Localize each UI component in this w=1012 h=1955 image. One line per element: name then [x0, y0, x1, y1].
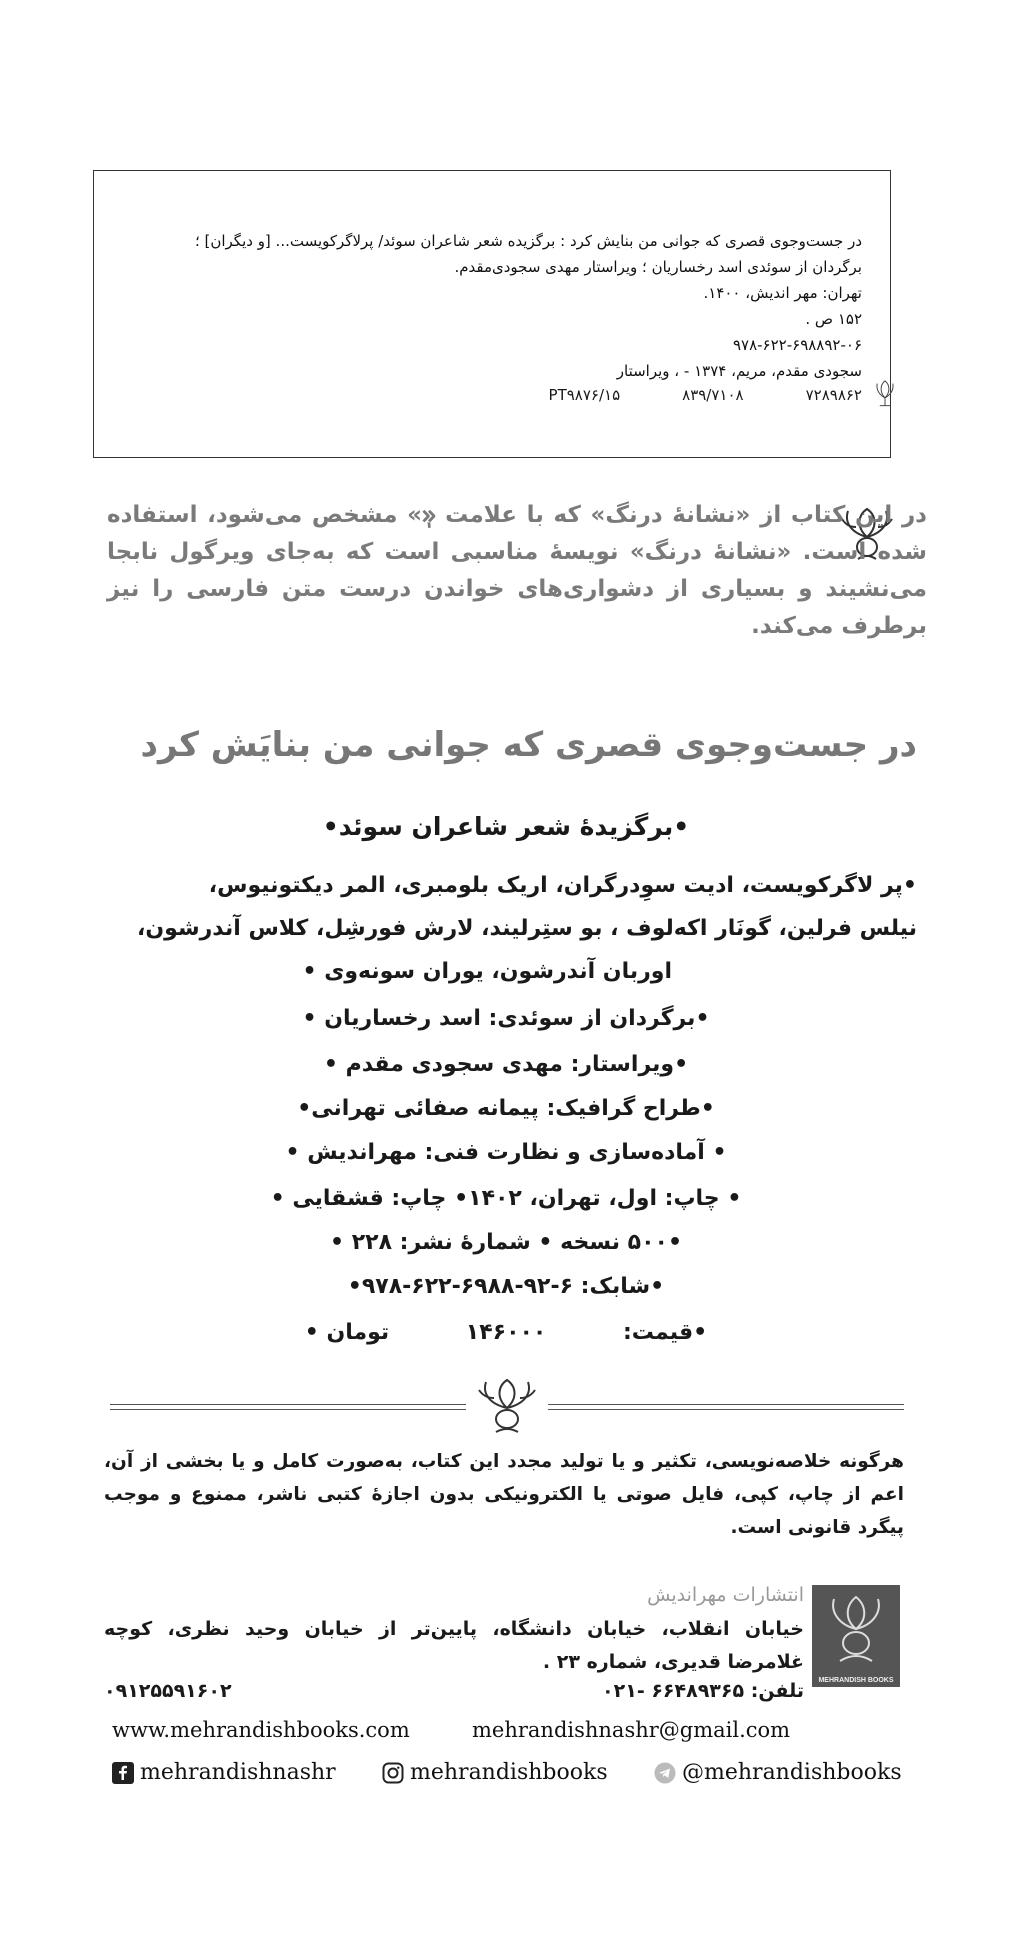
production-credit: • آماده‌سازی و نظارت فنی: مهراندیش •: [285, 1140, 727, 1165]
copyright-notice: هرگونه خلاصه‌نویسی، تکثیر و یا تولید مجدد این کتاب، به‌صورت کامل و یا بخشی از آن، اعم از چاپ، کپی، فایل صوتی یا الکترونیکی بدون اجازهٔ کتبی ناشر، ممنوع و موجب پیگرد قانونی است.: [104, 1451, 904, 1538]
catalog-line: در جست‌وجوی قصری که جوانی من بنایش کرد : برگزیده شعر شاعران سوئد/ پرلاگرکویست... [و دیگران] ؛: [194, 232, 862, 250]
telegram-link[interactable]: [654, 1760, 902, 1785]
copies-info: •۵۰۰ نسخه • شمارهٔ نشر: ۲۲۸ •: [329, 1230, 683, 1255]
facebook-icon: [112, 1762, 134, 1784]
catalog-code: ۸۳۹/۷۱۰۸: [682, 386, 744, 404]
translator-credit: •برگردان از سوئدی: اسد رخساریان •: [302, 1006, 710, 1031]
catalog-line: سجودی مقدم، مریم، ۱۳۷۴ - ، ویراستار: [616, 362, 862, 380]
phone-number[interactable]: تلفن: ۶۶۴۸۹۳۶۵ -۰۲۱: [602, 1680, 804, 1702]
divider-ornament-icon: [474, 1374, 540, 1438]
facebook-handle: mehrandishnashr: [140, 1760, 336, 1785]
price-info: •قیمت: ۱۴۶۰۰۰ تومان •: [304, 1320, 708, 1345]
designer-credit: •طراح گرافیک: پیمانه صفائی تهرانی•: [297, 1096, 715, 1121]
punctuation-note: در این کتاب از «نشانهٔ درنگ» که با علامت «ٖ» مشخص می‌شود، استفاده شده است. «نشانهٔ درنگ» نویسهٔ مناسبی است که به‌جای ویرگول نابجا می‌نشیند و بسیاری از دشواری‌های خواندن درست متن فارسی را نیز برطرف می‌کند.: [107, 502, 927, 639]
book-subtitle: •برگزیدهٔ شعر شاعران سوئد•: [322, 812, 690, 841]
poets-line: نیلس فرلین، گونَار اکه‌لوف ، بو ستِرلیند، لارش فورشِل، کلاس آندرشون،: [137, 916, 917, 941]
isbn-info: •شابک: ۶-۹۲-۶۹۸۸-۶۲۲-۹۷۸•: [347, 1274, 665, 1299]
poets-line: اوربان آندرشون، یوران سونه‌وی •: [302, 959, 672, 984]
mobile-number[interactable]: ۰۹۱۲۵۵۹۱۶۰۲: [104, 1680, 232, 1702]
catalog-codes: [549, 386, 862, 404]
publisher-name: انتشارات مهراندیش: [647, 1584, 804, 1606]
instagram-handle: mehrandishbooks: [410, 1760, 608, 1785]
cataloging-box: [93, 170, 891, 458]
poets-line: •پر لاگرکویست، ادیت سوِدرگران، اریک بلومبری، المر دیکتونیوس،: [208, 873, 917, 898]
catalog-code: ۷۲۸۹۸۶۲: [805, 386, 862, 404]
telegram-icon: [654, 1762, 676, 1784]
website-link[interactable]: www.mehrandishbooks.com: [112, 1718, 410, 1742]
book-title: در جست‌وجوی قصری که جوانی من بنایَش کرد: [140, 725, 917, 765]
flower-ornament-icon: [872, 372, 898, 412]
catalog-code: PT۹۸۷۶/۱۵: [548, 386, 621, 404]
telegram-handle: @mehrandishbooks: [682, 1760, 902, 1785]
catalog-line: ۹۷۸-۶۲۲-۶۹۸۸۹۲-۰۶: [732, 336, 862, 354]
publisher-address: خیابان انقلاب، خیابان دانشگاه، پایین‌تر از خیابان وحید نظری، کوچه غلامرضا قدیری، شماره ۲۳ .: [104, 1618, 804, 1673]
phone-numbers: [104, 1680, 804, 1702]
catalog-line: ۱۵۲ ص .: [805, 310, 862, 328]
editor-credit: •ویراستار: مهدی سجودی مقدم •: [323, 1052, 689, 1077]
publisher-emblem-icon: [812, 1585, 900, 1669]
facebook-link[interactable]: [112, 1760, 336, 1785]
email-link[interactable]: mehrandishnashr@gmail.com: [472, 1718, 791, 1742]
instagram-link[interactable]: [382, 1760, 608, 1785]
catalog-line: برگردان از سوئدی اسد رخساریان ؛ ویراستار مهدی سجودی‌مقدم.: [454, 258, 862, 276]
divider-right: [548, 1404, 904, 1405]
divider-left: [110, 1404, 466, 1405]
print-info: • چاپ: اول، تهران، ۱۴۰۲• چاپ: قشقایی •: [270, 1186, 742, 1211]
publisher-logo-label: MEHRANDISH BOOKS: [818, 1677, 894, 1684]
divider-left: [110, 1409, 466, 1410]
catalog-line: تهران: مهر اندیش، ۱۴۰۰.: [703, 284, 862, 302]
instagram-icon: [382, 1762, 404, 1784]
divider-right: [548, 1409, 904, 1410]
publisher-logo: [812, 1585, 900, 1687]
